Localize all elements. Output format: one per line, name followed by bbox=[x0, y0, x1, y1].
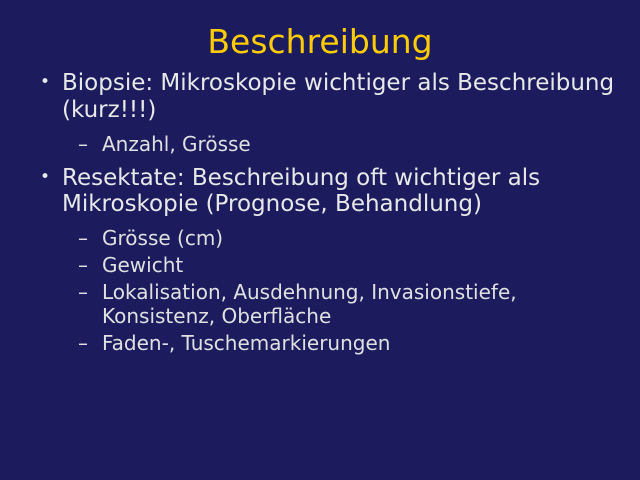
slide-body bbox=[0, 60, 640, 355]
bullet-item-level2 bbox=[16, 331, 624, 355]
bullet-dash-icon: – bbox=[78, 279, 88, 304]
bullet-text: Faden-, Tuschemarkierungen bbox=[102, 330, 391, 355]
bullet-dot-icon: • bbox=[40, 166, 51, 187]
bullet-text: Anzahl, Grösse bbox=[102, 131, 251, 156]
bullet-text: Grösse (cm) bbox=[102, 225, 224, 250]
bullet-item-level2 bbox=[16, 280, 624, 328]
bullet-text: Gewicht bbox=[102, 252, 184, 277]
bullet-dash-icon: – bbox=[78, 330, 88, 355]
bullet-item-level2 bbox=[16, 253, 624, 277]
bullet-item-level1 bbox=[16, 165, 624, 218]
bullet-dot-icon: • bbox=[40, 72, 51, 93]
bullet-item-level2 bbox=[16, 226, 624, 250]
bullet-text: Biopsie: Mikroskopie wichtiger als Beschreibung (kurz!!!) bbox=[62, 70, 615, 123]
bullet-dash-icon: – bbox=[78, 225, 88, 250]
bullet-dash-icon: – bbox=[78, 131, 88, 156]
bullet-text: Resektate: Beschreibung oft wichtiger als Mikroskopie (Prognose, Behandlung) bbox=[62, 164, 541, 218]
slide-title: Beschreibung bbox=[207, 22, 433, 61]
bullet-dash-icon: – bbox=[78, 252, 88, 277]
bullet-item-level2 bbox=[16, 132, 624, 156]
bullet-text: Lokalisation, Ausdehnung, Invasionstiefe, Konsistenz, Oberfläche bbox=[102, 279, 517, 328]
bullet-item-level1 bbox=[16, 70, 624, 123]
